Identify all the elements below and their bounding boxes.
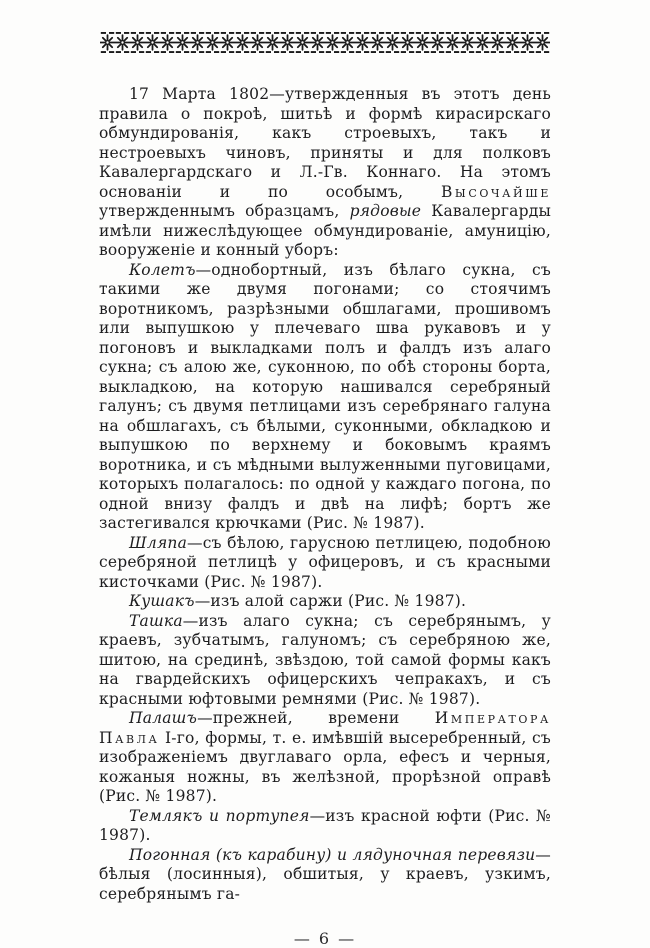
text-segment: I-го, формы, т. е. имѣвшій высеребренный, съ изображеніемъ двуглаваго орла, ефесъ и черныя, кожаныя ножны, въ желѣзной, прорѣзной оправѣ (Рис. № 1987). [99,728,551,805]
paragraph [99,85,551,261]
paragraph [99,846,551,905]
paragraph [99,592,551,612]
text-segment: Высочайше [440,182,551,201]
text-segment: утвержденнымъ образцамъ, [99,202,350,220]
text-segment: —изъ алаго сукна; съ серебрянымъ, у краевъ, зубчатымъ, галуномъ; съ серебряною же, шитою, на срединѣ, звѣздою, той самой формы какъ на гвардейскихъ офицерскихъ чепракахъ, и съ красными юфтовыми ремнями (Рис. № 1987). [99,611,551,708]
paragraph [99,709,551,807]
text-segment: —бѣлыя (лосинныя), обшитыя, у краевъ, узкимъ, серебрянымъ га- [99,845,551,903]
text-segment: —съ бѣлою, гарусною петлицею, подобною серебряной петлицѣ у офицеровъ, и съ красными кисточками (Рис. № 1987). [99,533,551,591]
paragraph [99,534,551,593]
paragraph [99,612,551,710]
page-text [99,85,551,904]
text-segment: Кавалергарды имѣли нижеслѣдующее обмундированіе, амуницію, вооруженіе и конный уборъ: [99,202,551,259]
paragraph [99,261,551,534]
paragraph [99,807,551,846]
text-segment: —изъ алой саржи (Рис. № 1987). [194,592,467,610]
text-segment: 17 Марта 1802—утвержденныя въ этотъ день правила о покроѣ, шитьѣ и формѣ кирасирскаго обмундированія, какъ строевыхъ, такъ и нестроевыхъ чиновъ, приняты и для полковъ Кавалергардскаго и Л.-Гв. Коннаго. На этомъ основаніи и по особымъ, [99,85,551,201]
text-segment: —однобортный, изъ бѣлаго сукна, съ такими же двумя погонами; со стоячимъ воротникомъ, разрѣзными обшлагами, прошивомъ или выпушкою у плечеваго шва рукавовъ и у погоновъ и выкладками полъ и фалдъ изъ алаго сукна; съ алою же, суконною, по обѣ стороны борта, выкладкою, на которую нашивался серебряный галунъ; съ двумя петлицами изъ серебрянаго галуна на обшлагахъ, съ бѣлыми, суконными, обкладкою и выпушкою по верхнему и боковымъ краямъ воротника, и съ мѣдными вылуженными пуговицами, которыхъ полагалось: по одной у каждаго погона, по одной внизу фалдъ и двѣ на лифѣ; бортъ же застегивался крючками (Рис. № 1987). [99,260,551,532]
text-segment: Погонная (къ карабину) и лядуночная перевязи [129,845,536,864]
text-segment: Палашъ [129,709,198,727]
text-segment: —изъ красной юфти (Рис. № 1987). [99,806,551,844]
text-segment: Кушакъ [129,592,195,610]
text-segment: —прежней, времени [197,709,435,727]
text-segment: Шляпа [129,533,188,552]
page-number: — 6 — [293,929,357,948]
ornamental-rosette-band-icon [100,32,550,53]
text-segment: рядовые [349,202,422,220]
text-segment: Ташка [129,611,183,630]
text-segment: Темлякъ и портупея [129,806,310,825]
text-segment: Колетъ [129,260,196,279]
text-segment: Императора Павла [99,709,551,747]
